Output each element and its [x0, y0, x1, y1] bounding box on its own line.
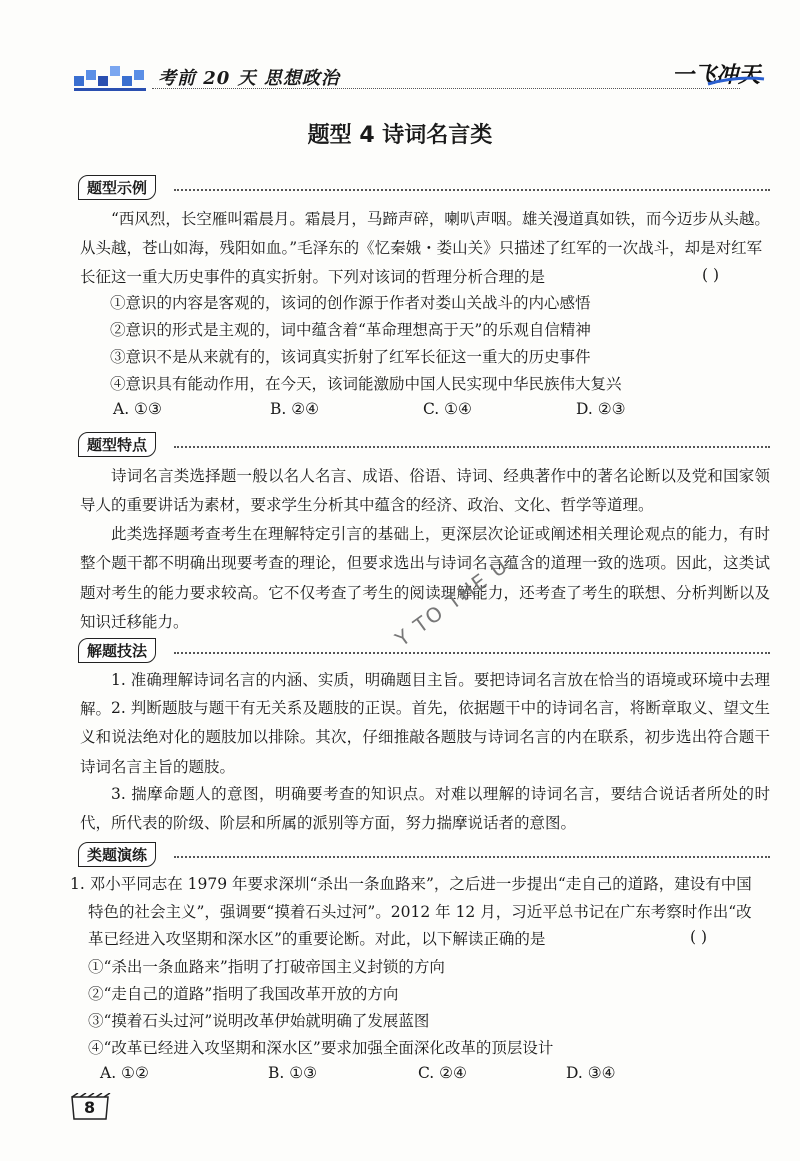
watermark: Y TO THE U — [390, 552, 514, 652]
choice-c: C. ①④ — [423, 400, 472, 418]
section-divider — [174, 856, 770, 858]
example-option: ④意识具有能动作用，在今天，该词能激励中国人民实现中华民族伟大复兴 — [110, 375, 622, 393]
header-divider — [152, 88, 740, 89]
practice-stem-line-3: 革已经进入攻坚期和深水区”的重要论断。对此，以下解读正确的是 — [88, 930, 546, 948]
section-header-practice — [78, 842, 770, 868]
choice-b: B. ②④ — [270, 400, 320, 418]
methods-paragraph-3: 3. 揣摩命题人的意图，明确要考查的知识点。对难以理解的诗词名言，要结合说话者所处的时代，所代表的阶级、阶层和所属的派别等方面，努力揣摩说话者的意图。 — [80, 785, 770, 833]
choice-a: A. ①② — [100, 1064, 149, 1082]
example-option: ②意识的形式是主观的，词中蕴含着“革命理想高于天”的乐观自信精神 — [110, 321, 591, 339]
features-paragraph-2: 此类选择题考查考生在理解特定引言的基础上，更深层次论证或阐述相关理论观点的能力，有时整个题干都不明确出现要考查的理论，但要求选出与诗词名言蕴含的道理一致的选项。因此，这类试题对考生的能力要求较高。它不仅考查了考生的阅读理解能力，还考查了考生的联想、分析判断以及知识迁移能力。 — [80, 525, 770, 631]
practice-stem-line-1: 1. 邓小平同志在 1979 年要求深圳“杀出一条血路来”，之后进一步提出“走自己的道路，建设有中国 — [70, 875, 752, 893]
section-header-example — [78, 175, 770, 201]
methods-paragraph-1: 1. 准确理解诗词名言的内涵、实质，明确题目主旨。要把诗词名言放在恰当的语境或环境中去理解。 — [80, 671, 770, 719]
choice-d: D. ③④ — [566, 1064, 616, 1082]
section-header-features — [78, 432, 770, 458]
practice-option: ②“走自己的道路”指明了我国改革开放的方向 — [88, 985, 399, 1003]
practice-option: ①“杀出一条血路来”指明了打破帝国主义封锁的方向 — [88, 958, 445, 976]
example-option: ③意识不是从来就有的，该词真实折射了红军长征这一重大的历史事件 — [110, 348, 591, 366]
choice-d: D. ②③ — [576, 400, 626, 418]
example-option: ①意识的内容是客观的，该词的创作源于作者对娄山关战斗的内心感悟 — [110, 294, 591, 312]
features-paragraph-1: 诗词名言类选择题一般以名人名言、成语、俗语、诗词、经典著作中的著名论断以及党和国家领导人的重要讲话为素材，要求学生分析其中蕴含的经济、政治、文化、哲学等道理。 — [80, 467, 770, 515]
logo-grid-icon — [74, 62, 152, 92]
section-label: 题型特点 — [78, 432, 156, 457]
choice-a: A. ①③ — [113, 400, 162, 418]
answer-blank: ( ) — [702, 266, 720, 284]
section-divider — [174, 652, 770, 654]
choice-b: B. ①③ — [268, 1064, 318, 1082]
page-title: 题型 4 诗词名言类 — [307, 123, 493, 148]
header-title: 考前 20 天 思想政治 — [158, 68, 340, 89]
section-divider — [174, 189, 770, 191]
page-number: 8 — [84, 1098, 96, 1117]
example-stem-line-3: 长征这一重大历史事件的真实折射。下列对该词的哲理分析合理的是 — [80, 268, 546, 286]
choice-c: C. ②④ — [418, 1064, 467, 1082]
practice-option: ④“改革已经进入攻坚期和深水区”要求加强全面深化改革的顶层设计 — [88, 1039, 554, 1057]
section-label: 题型示例 — [78, 175, 156, 200]
example-stem-line-2: 从头越，苍山如海，残阳如血。”毛泽东的《忆秦娥・娄山关》只描述了红军的一次战斗，却是对红军 — [80, 239, 763, 257]
methods-paragraph-2: 2. 判断题肢与题干有无关系及题肢的正误。首先，依据题干中的诗词名言，将断章取义、望文生义和说法绝对化的题肢加以排除。其次，仔细推敲各题肢与诗词名言的内在联系，初步选出符合题干诗词名言主旨的题肢。 — [80, 699, 770, 776]
example-stem-line-1: “西风烈，长空雁叫霜晨月。霜晨月，马蹄声碎，喇叭声咽。雄关漫道真如铁，而今迈步从头越。 — [111, 210, 770, 228]
brand-logo: 一飞冲天 — [671, 62, 760, 88]
brand-swoosh-icon — [706, 76, 766, 86]
section-label: 类题演练 — [78, 842, 156, 867]
practice-option: ③“摸着石头过河”说明改革伊始就明确了发展蓝图 — [88, 1012, 430, 1030]
practice-stem-line-2: 特色的社会主义”，强调要“摸着石头过河”。2012 年 12 月，习近平总书记在广东考察时作出“改 — [88, 903, 752, 921]
page-header — [40, 58, 780, 98]
section-header-methods — [78, 638, 770, 664]
section-label: 解题技法 — [78, 638, 156, 663]
answer-blank: ( ) — [690, 928, 708, 946]
section-divider — [174, 446, 770, 448]
